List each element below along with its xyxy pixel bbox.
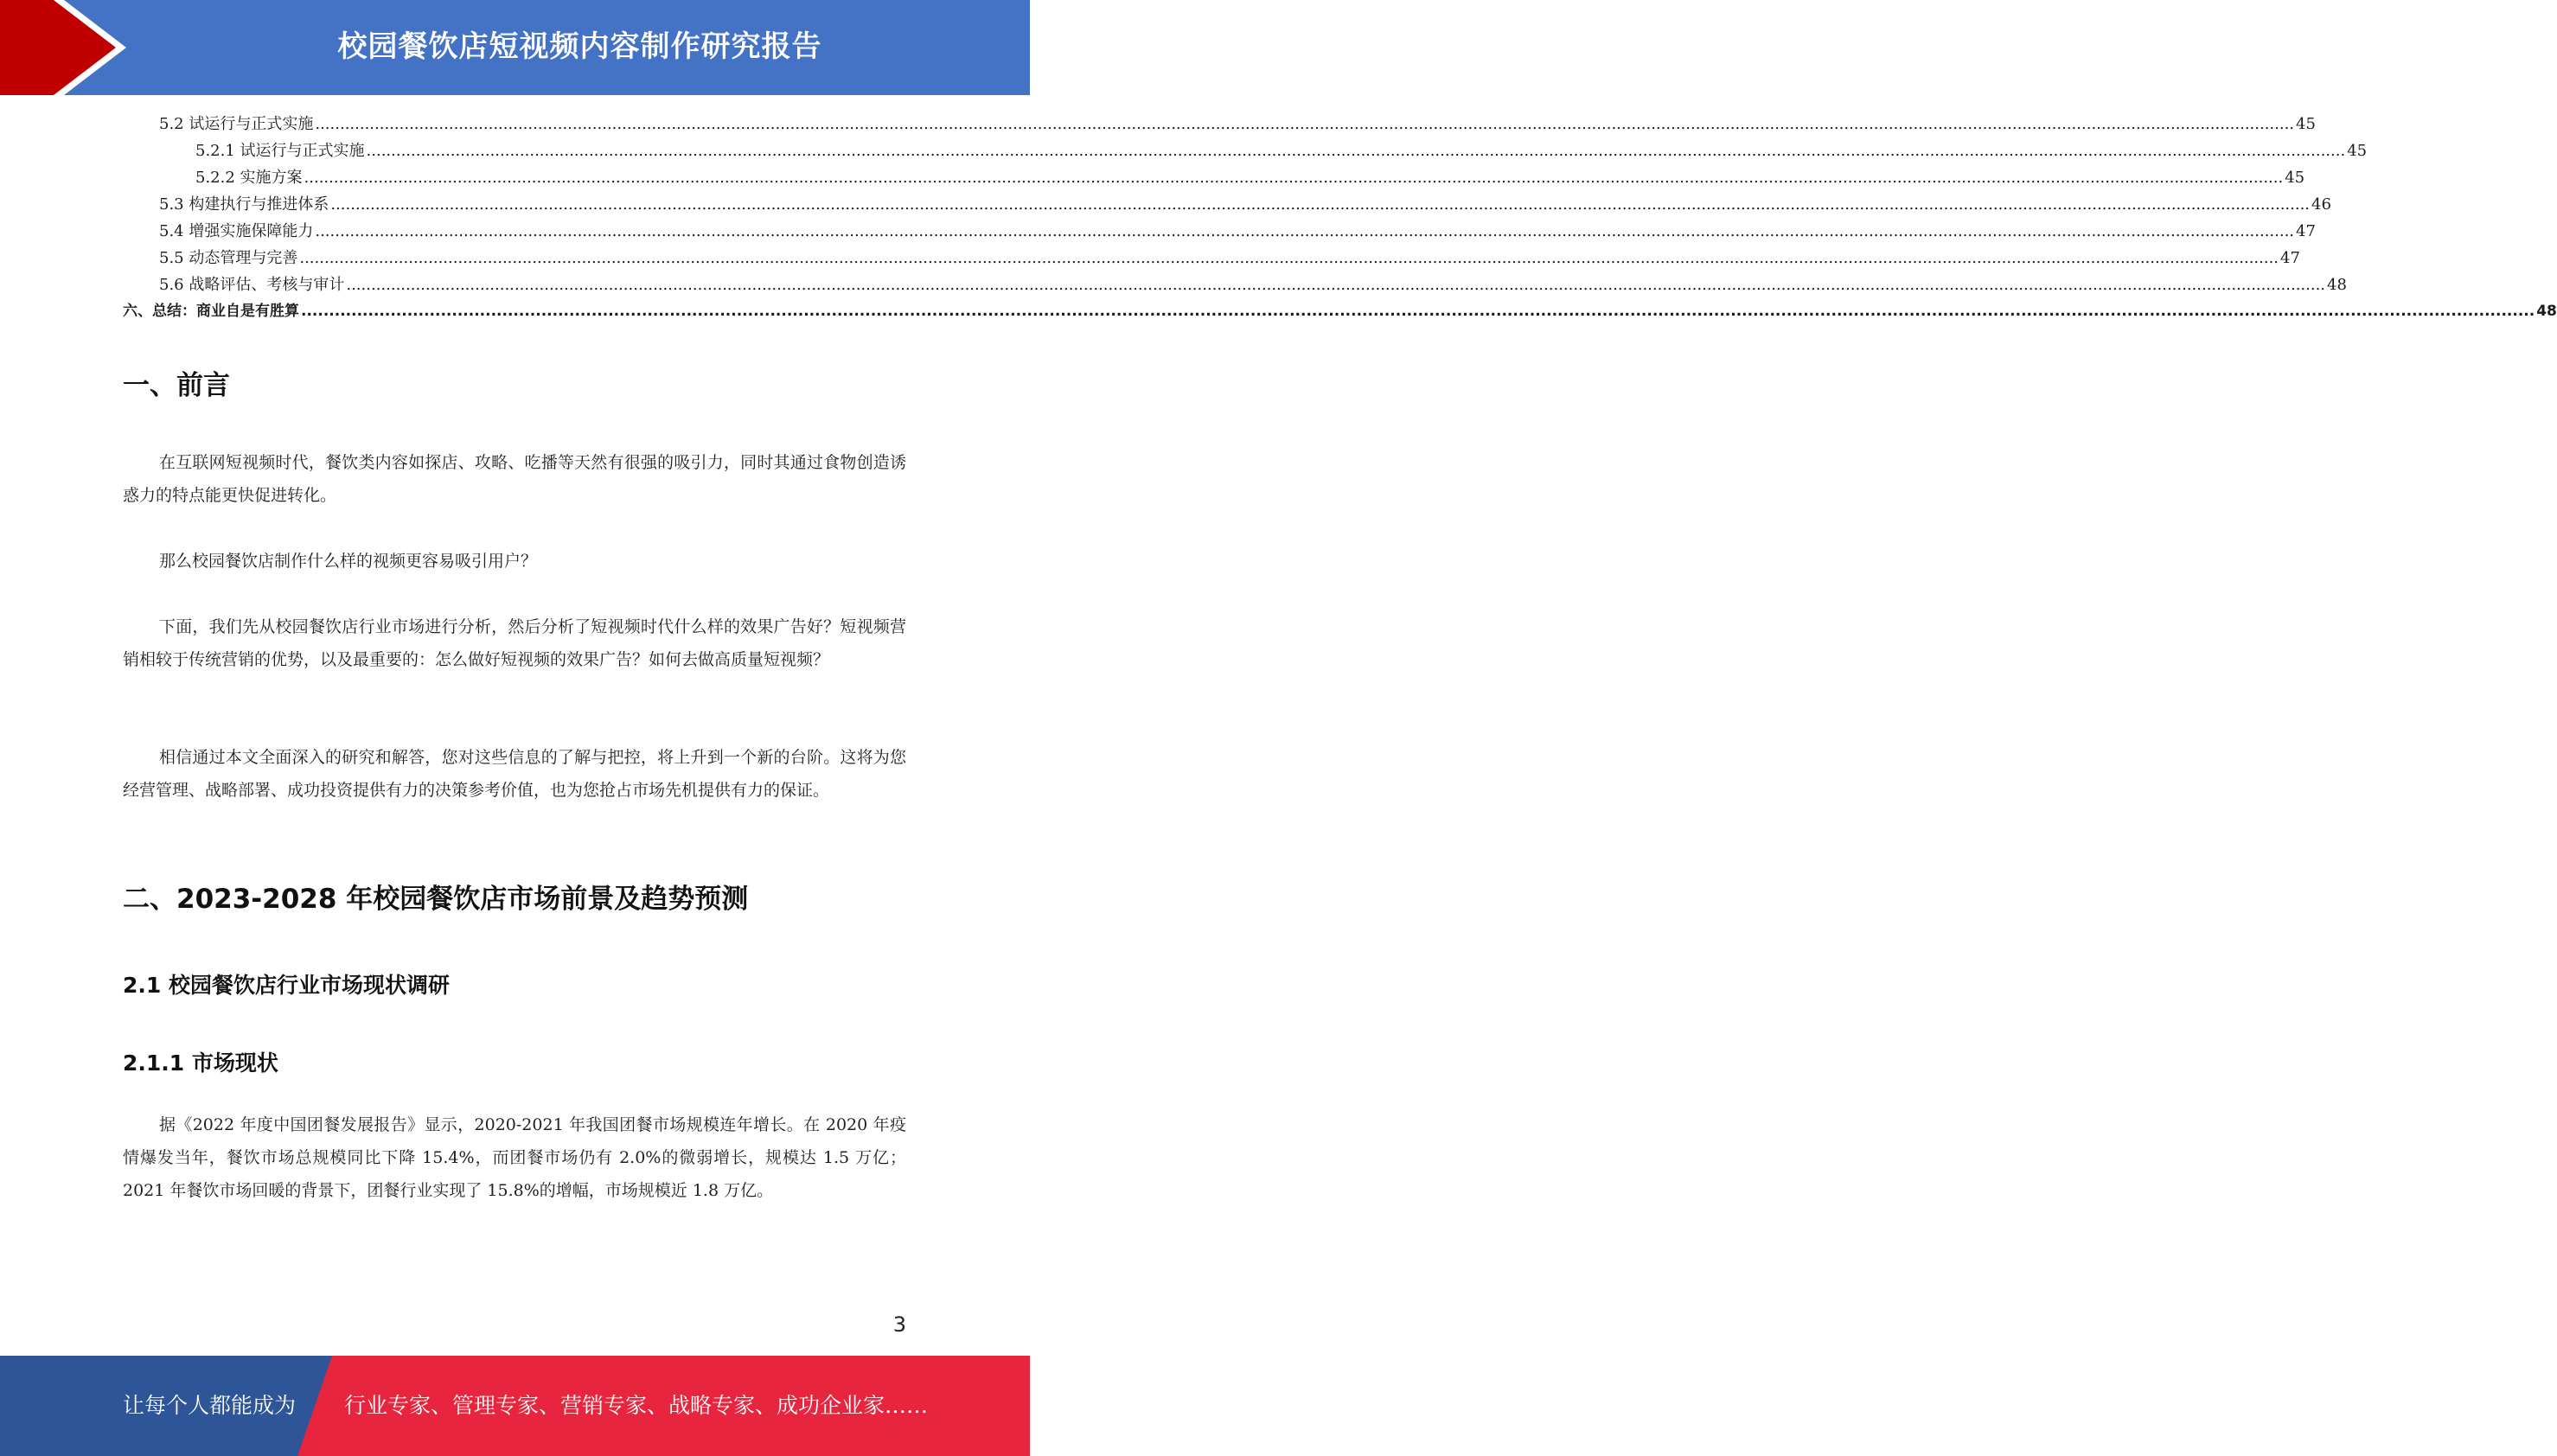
toc-entry-page: 46: [2311, 195, 2331, 214]
toc-entry-label: 5.2.1 试运行与正式实施: [195, 142, 365, 160]
page-footer: [0, 1356, 1030, 1456]
toc-entry-label: 5.2.2 实施方案: [195, 169, 303, 187]
toc-entry-page: 45: [2347, 142, 2368, 160]
paragraph: 那么校园餐饮店制作什么样的视频更容易吸引用户？: [159, 552, 538, 571]
toc-entry-page: 48: [2327, 276, 2347, 294]
toc-entry[interactable]: [123, 245, 2300, 271]
paragraph: 据《2022 年度中国团餐发展报告》显示，2020-2021 年我国团餐市场规模连年增长。在 2020 年疫情爆发当年，餐饮市场总规模同比下降 15.4%，而团餐市场仍有 2.0%的微弱增长，规模达 1.5 万亿；2021 年餐饮市场回暖的背景下，团餐行业实现了 15.8%的增幅，市场规模近 1.8 万亿。: [123, 1115, 906, 1200]
toc-entry[interactable]: [123, 164, 2305, 191]
page-header: [0, 0, 1030, 95]
report-title: 校园餐饮店短视频内容制作研究报告: [337, 29, 822, 64]
toc-entry-label: 5.4 增强实施保障能力: [159, 222, 314, 240]
toc-leader-dots: ................................................................................................................................................................................................................................................................................................................................................................................................................: [330, 195, 2311, 214]
toc-entry-label: 5.5 动态管理与完善: [159, 249, 298, 267]
toc-entry-page: 48: [2536, 303, 2557, 320]
footer-slogan-right: 行业专家、管理专家、营销专家、战略专家、成功企业家……: [344, 1393, 929, 1418]
toc-entry[interactable]: [123, 298, 2557, 325]
toc-entry-label: 5.3 构建执行与推进体系: [159, 195, 329, 214]
section-heading-market-forecast: 二、2023-2028 年校园餐饮店市场前景及趋势预测: [123, 884, 749, 915]
toc-leader-dots: ................................................................................................................................................................................................................................................................................................................................................................................................................: [346, 276, 2326, 294]
toc-entry[interactable]: [123, 191, 2331, 218]
chevron-decoration-icon: [0, 0, 130, 95]
toc-leader-dots: ................................................................................................................................................................................................................................................................................................................................................................................................................: [304, 169, 2284, 187]
toc-entry[interactable]: [123, 271, 2347, 298]
paragraph: 在互联网短视频时代，餐饮类内容如探店、攻略、吃播等天然有很强的吸引力，同时其通过食物创造诱惑力的特点能更快促进转化。: [123, 453, 906, 505]
subsection-heading: 2.1 校园餐饮店行业市场现状调研: [123, 973, 450, 998]
toc-entry-page: 45: [2296, 115, 2316, 133]
toc-entry[interactable]: [123, 137, 2368, 164]
toc-leader-dots: ................................................................................................................................................................................................................................................................................................................................................................................................................: [366, 142, 2346, 160]
toc-entry-label: 5.2 试运行与正式实施: [159, 115, 314, 133]
toc-entry-label: 六、总结：商业自是有胜算: [123, 303, 299, 320]
toc-entry-label: 5.6 战略评估、考核与审计: [159, 276, 345, 294]
footer-slogan-left: 让每个人都能成为: [123, 1393, 297, 1418]
table-of-contents: [123, 111, 2557, 325]
page-number: 3: [892, 1312, 906, 1337]
toc-leader-dots: ................................................................................................................................................................................................................................................................................................................................................................................................................: [315, 222, 2295, 240]
toc-entry-page: 47: [2296, 222, 2316, 240]
section-heading-preface: 一、前言: [123, 370, 230, 401]
toc-entry-page: 45: [2285, 169, 2305, 187]
subsubsection-heading: 2.1.1 市场现状: [123, 1050, 278, 1076]
toc-leader-dots: ................................................................................................................................................................................................................................................................................................................................................................................................................: [299, 249, 2279, 267]
paragraph: 下面，我们先从校园餐饮店行业市场进行分析，然后分析了短视频时代什么样的效果广告好？短视频营销相较于传统营销的优势，以及最重要的：怎么做好短视频的效果广告？如何去做高质量短视频？: [123, 617, 906, 669]
toc-entry[interactable]: [123, 111, 2316, 137]
toc-leader-dots: ................................................................................................................................................................................................................................................................................................................................................................................................................: [315, 115, 2295, 133]
toc-entry[interactable]: [123, 218, 2316, 245]
paragraph: 相信通过本文全面深入的研究和解答，您对这些信息的了解与把控，将上升到一个新的台阶。这将为您经营管理、战略部署、成功投资提供有力的决策参考价值，也为您抢占市场先机提供有力的保证。: [123, 748, 906, 800]
toc-entry-page: 47: [2280, 249, 2300, 267]
toc-leader-dots: ................................................................................................................................................................................................................................................................................................................................................................................................................: [301, 303, 2535, 320]
